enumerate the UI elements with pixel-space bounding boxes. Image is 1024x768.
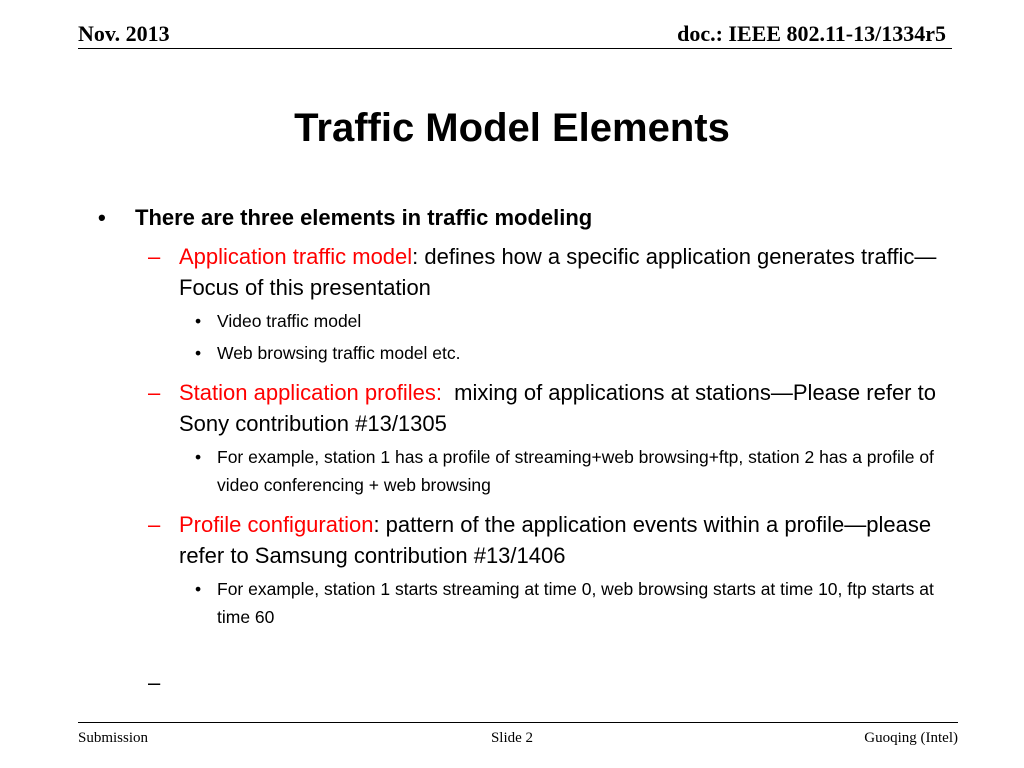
item-desc: : pattern of the application events within a profile—please refer to Samsung contribution #13/1406	[179, 512, 932, 568]
footer-rule	[78, 722, 958, 723]
item-term: Profile configuration	[179, 512, 374, 537]
dash-icon: –	[148, 244, 161, 269]
dash-icon: –	[148, 670, 161, 695]
bullet-icon: •	[195, 579, 202, 599]
dash-icon: –	[148, 512, 161, 537]
header-doc-id: doc.: IEEE 802.11-13/1334r5	[677, 21, 946, 46]
footer-slide-number: Slide 2	[490, 730, 534, 746]
sub-item	[96, 575, 966, 631]
footer-author: Guoqing (Intel)	[864, 730, 958, 746]
bullet-level1	[96, 203, 966, 233]
sub-item-text: For example, station 1 starts streaming at time 0, web browsing starts at time 10, ftp starts at time 60	[217, 579, 934, 627]
sub-item	[96, 307, 966, 335]
bullet-icon: •	[195, 311, 202, 331]
header-rule	[78, 48, 952, 49]
item-desc: : defines how a specific application generates traffic—Focus of this presentation	[179, 244, 937, 300]
item-term: Application traffic model	[179, 244, 413, 269]
bullet-main-text: There are three elements in traffic modeling	[135, 205, 593, 230]
item-application-traffic-model	[96, 241, 966, 303]
item-profile-configuration	[96, 509, 966, 571]
sub-item-text: Web browsing traffic model etc.	[217, 343, 461, 363]
header-date: Nov. 2013	[78, 21, 170, 46]
slide-content	[96, 203, 966, 698]
bullet-icon: •	[195, 447, 202, 467]
sub-item	[96, 339, 966, 367]
item-term: Station application profiles:	[179, 380, 442, 405]
slide-title: Traffic Model Elements	[294, 106, 730, 150]
footer-submission: Submission	[78, 730, 149, 746]
bullet-icon: •	[195, 343, 202, 363]
empty-dash-item	[96, 667, 966, 698]
sub-item-text: Video traffic model	[217, 311, 362, 331]
sub-item	[96, 443, 966, 499]
item-desc: mixing of applications at stations—Please refer to Sony contribution #13/1305	[179, 380, 943, 436]
dash-icon: –	[148, 380, 161, 405]
sub-item-text: For example, station 1 has a profile of streaming+web browsing+ftp, station 2 has a profile of video conferencing + web browsing	[217, 447, 934, 495]
item-station-application-profiles	[96, 377, 966, 439]
bullet-icon: •	[98, 205, 106, 230]
